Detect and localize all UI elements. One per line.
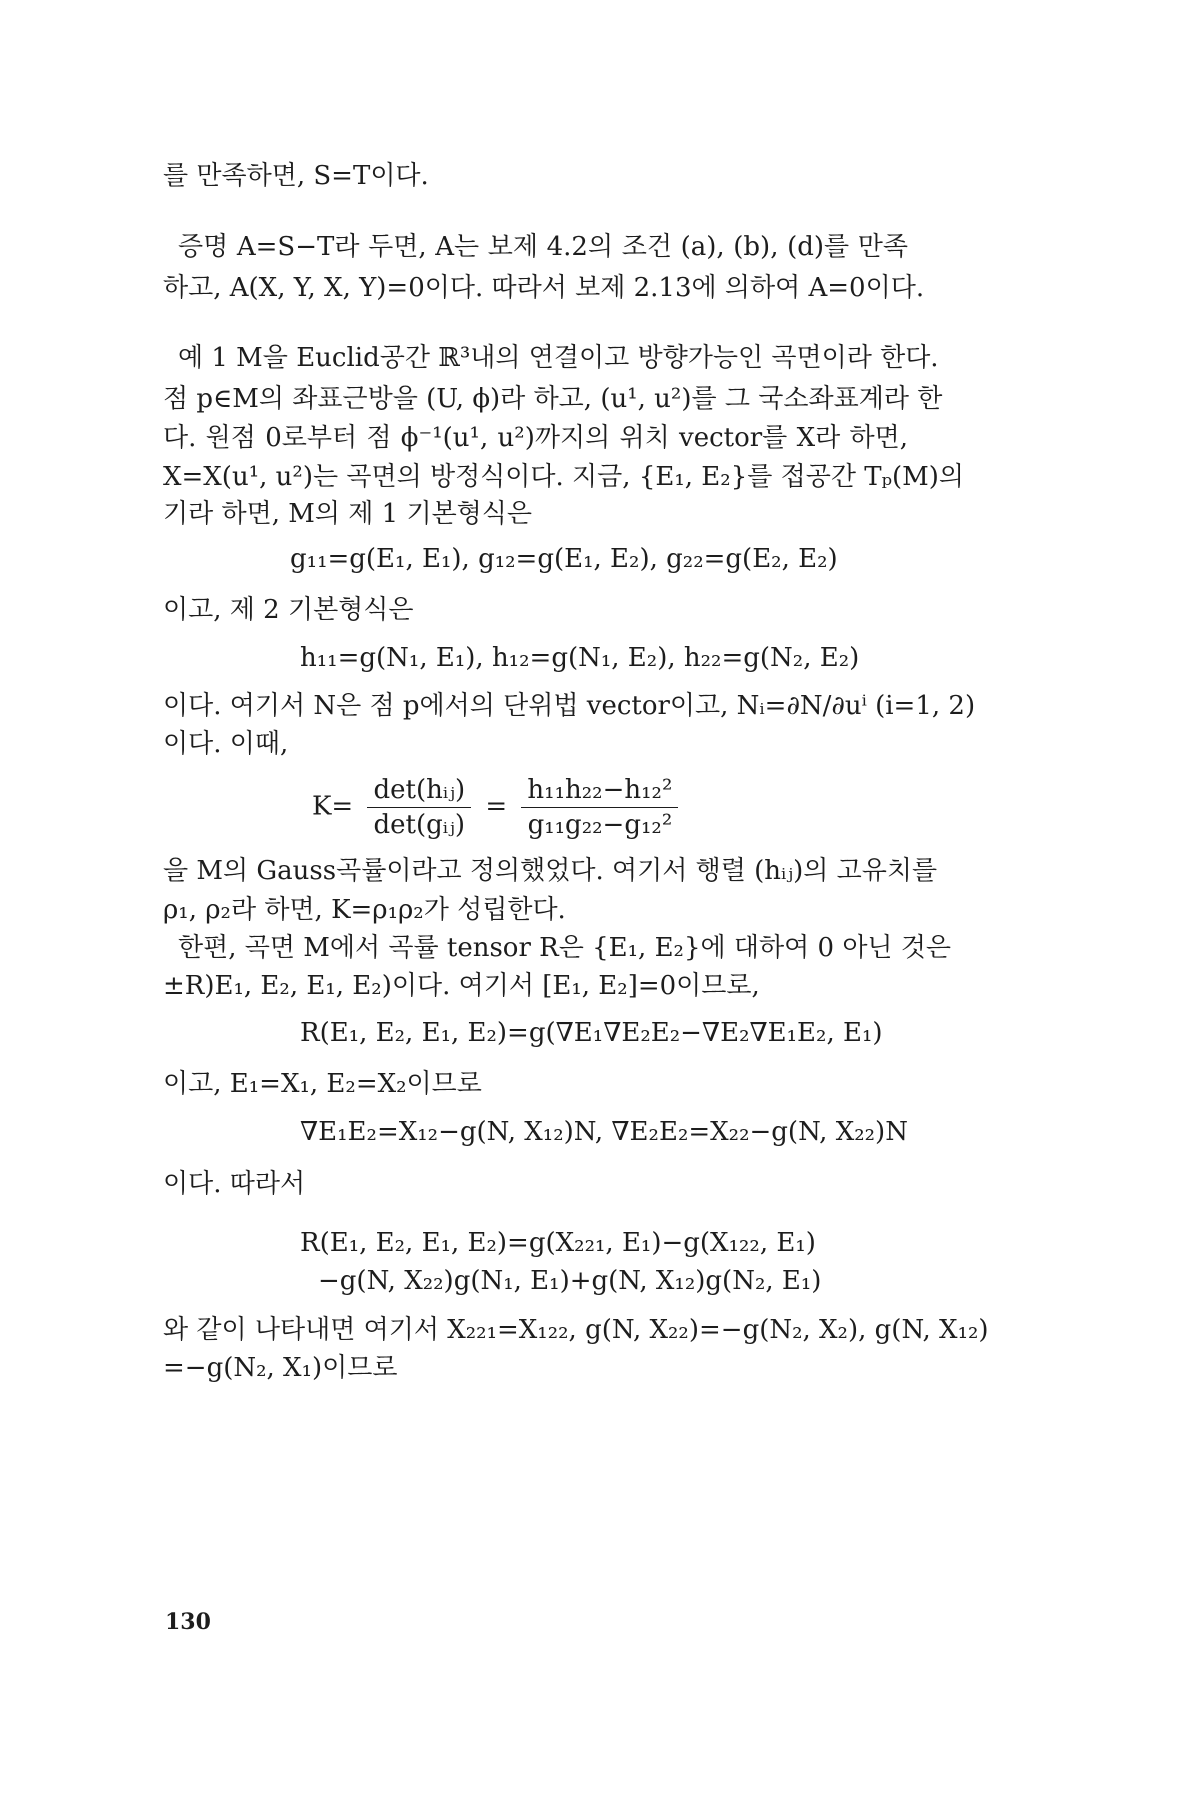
text-line-curvature-2: ±R)E₁, E₂, E₁, E₂)이다. 여기서 [E₁, E₂]=0이므로,: [163, 971, 760, 1001]
text-line-gauss-1: 을 M의 Gauss곡률이라고 정의했었다. 여기서 행렬 (hᵢⱼ)의 고유치를: [163, 856, 938, 886]
text-line-last-2: =−g(N₂, X₁)이므로: [163, 1353, 398, 1383]
fraction-denominator: det(gᵢⱼ): [373, 810, 466, 840]
equation-curvature-expansion-2: −g(N, X₂₂)g(N₁, E₁)+g(N, X₁₂)g(N₂, E₁): [318, 1266, 822, 1296]
fraction-det: [367, 775, 471, 840]
equation-lhs: K=: [312, 791, 354, 822]
example-line-1: 예 1 M을 Euclid공간 ℝ³내의 연결이고 방향가능인 곡면이라 한다.: [178, 343, 939, 373]
proof-line-2: 하고, A(X, Y, X, Y)=0이다. 따라서 보제 2.13에 의하여 A=0이다.: [163, 273, 925, 303]
equals-sign: =: [485, 791, 508, 822]
example-line-5: 기라 하면, M의 제 1 기본형식은: [163, 499, 533, 529]
equation-curvature-expansion-1: R(E₁, E₂, E₁, E₂)=g(X₂₂₁, E₁)−g(X₁₂₂, E₁): [300, 1228, 816, 1258]
page-number: 130: [165, 1609, 211, 1635]
equation-covariant-derivative: ∇E₁E₂=X₁₂−g(N, X₁₂)N, ∇E₂E₂=X₂₂−g(N, X₂₂)N: [300, 1117, 908, 1147]
equation-gauss-curvature: [312, 775, 684, 840]
text-line-normal-1: 이다. 여기서 N은 점 p에서의 단위법 vector이고, Nᵢ=∂N/∂uⁱ (i=1, 2): [163, 691, 976, 721]
fraction-denominator: g₁₁g₂₂−g₁₂²: [527, 810, 673, 840]
text-line: 를 만족하면, S=T이다.: [163, 161, 429, 191]
text-line-normal-2: 이다. 이때,: [163, 729, 289, 759]
text-line-last-1: 와 같이 나타내면 여기서 X₂₂₁=X₁₂₂, g(N, X₂₂)=−g(N₂, X₂), g(N, X₁₂): [163, 1315, 989, 1345]
example-line-3: 다. 원점 0로부터 점 ϕ⁻¹(u¹, u²)까지의 위치 vector를 X라 하면,: [163, 423, 908, 453]
text-line-curvature-1: 한편, 곡면 M에서 곡률 tensor R은 {E₁, E₂}에 대하여 0 아닌 것은: [178, 933, 952, 963]
fraction-numerator: det(hᵢⱼ): [367, 775, 471, 808]
text-line-gauss-2: ρ₁, ρ₂라 하면, K=ρ₁ρ₂가 성립한다.: [163, 895, 566, 925]
example-line-2: 점 p∈M의 좌표근방을 (U, ϕ)라 하고, (u¹, u²)를 그 국소좌표계라 한: [163, 384, 943, 414]
fraction-components: [521, 775, 678, 840]
equation-first-fundamental-form: g₁₁=g(E₁, E₁), g₁₂=g(E₁, E₂), g₂₂=g(E₂, E₂): [290, 544, 838, 574]
example-line-4: X=X(u¹, u²)는 곡면의 방정식이다. 지금, {E₁, E₂}를 접공간 Tₚ(M)의: [163, 462, 964, 492]
equation-curvature-tensor: R(E₁, E₂, E₁, E₂)=g(∇E₁∇E₂E₂−∇E₂∇E₁E₂, E₁): [300, 1018, 883, 1048]
proof-line-1: 증명 A=S−T라 두면, A는 보제 4.2의 조건 (a), (b), (d)를 만족: [178, 232, 908, 262]
fraction-numerator: h₁₁h₂₂−h₁₂²: [521, 775, 678, 808]
text-line: 이다. 따라서: [163, 1169, 306, 1199]
text-line: 이고, E₁=X₁, E₂=X₂이므로: [163, 1069, 482, 1099]
text-line: 이고, 제 2 기본형식은: [163, 595, 414, 625]
equation-second-fundamental-form: h₁₁=g(N₁, E₁), h₁₂=g(N₁, E₂), h₂₂=g(N₂, E₂): [300, 643, 860, 673]
